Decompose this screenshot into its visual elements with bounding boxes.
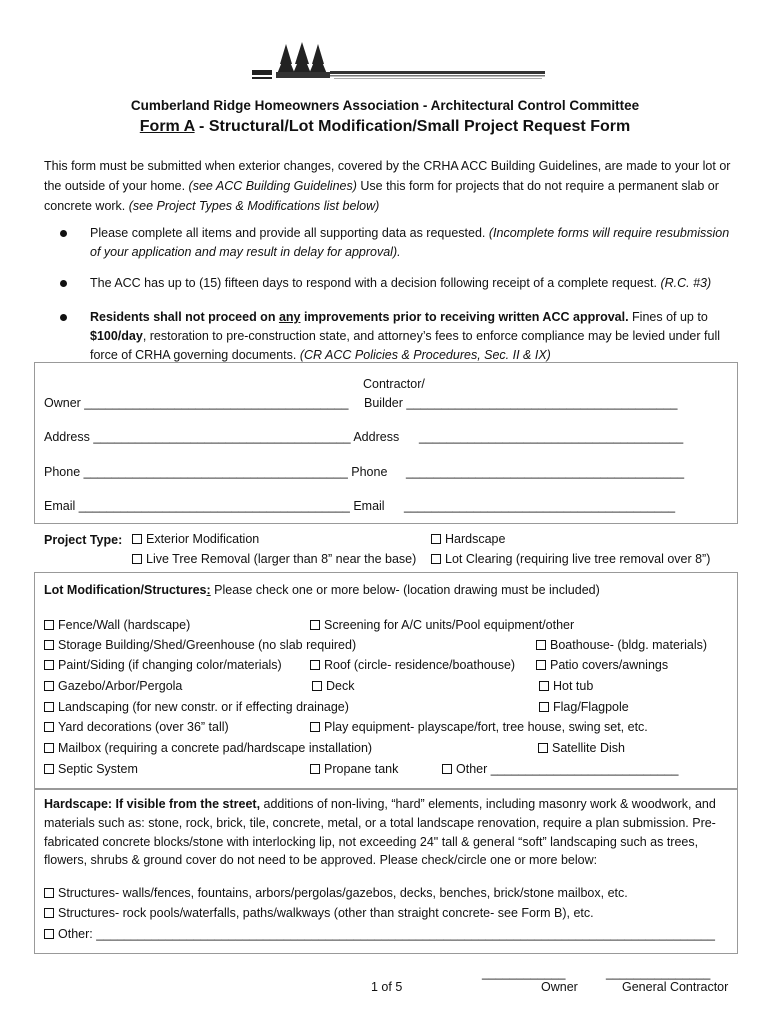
option-label: Yard decorations (over 36” tall) [58,720,229,734]
project-type-label: Project Type: [44,533,123,547]
bullet-3-text-1: Fines of up to [628,310,708,324]
option-septic[interactable] [44,762,138,776]
option-fence[interactable] [44,618,190,632]
option-label: Live Tree Removal (larger than 8” near the base) [146,552,417,566]
option-label: Paint/Siding (if changing color/materials) [58,658,282,672]
intro-paragraph [44,156,744,216]
project-type-lot-clearing[interactable] [431,552,710,566]
contractor-label: Contractor/ [363,377,425,391]
option-satellite[interactable] [538,741,625,755]
bullet-response-time [60,274,730,293]
checkbox[interactable] [312,681,322,691]
option-label: Play equipment- playscape/fort, tree house, swing set, etc. [324,720,648,734]
option-hottub[interactable] [539,679,593,693]
bullet-1-text: Please complete all items and provide all supporting data as requested. [90,226,489,240]
option-patio[interactable] [536,658,668,672]
option-label: Flag/Flagpole [553,700,629,714]
hardscape-option-structures-walls[interactable] [44,886,628,900]
contractor-phone-field[interactable]: ________________________________________ [406,465,685,479]
bullet-3-bold-2: improvements prior to receiving written ACC approval. [300,310,629,324]
hardscape-line-1 [44,797,716,811]
bullet-2-text: The ACC has up to (15) fifteen days to respond with a decision following receipt of a complete request. [90,276,661,290]
builder-field[interactable]: Builder _______________________________________ [364,396,678,410]
hardscape-option-structures-pools[interactable] [44,906,594,920]
checkbox[interactable] [44,722,54,732]
association-title: Cumberland Ridge Homeowners Association - Architectural Control Committee [130,98,640,113]
contractor-initial-line[interactable]: _______________ [606,966,711,980]
checkbox[interactable] [442,764,452,774]
bullet-3-fine: $100/day [90,329,143,343]
hardscape-line-2: materials such as: stone, rock, brick, tile, concrete, metal, or a total landscape renovation, require a plan submission. Pre- [44,816,716,830]
option-label: Roof (circle- residence/boathouse) [324,658,516,672]
option-label: Fence/Wall (hardscape) [58,618,191,632]
option-paint[interactable] [44,658,282,672]
bullet-3-any: any [278,310,301,324]
page-number: 1 of 5 [371,980,403,994]
intro-ref-1: (see ACC Building Guidelines) [188,179,357,193]
option-label: Deck [326,679,355,693]
checkbox[interactable] [132,534,142,544]
option-label: Lot Clearing (requiring live tree removal over 8”) [445,552,711,566]
option-landscaping[interactable] [44,700,349,714]
bullet-3-bold-1: Residents shall not proceed on [90,310,279,324]
lot-modification-heading [44,583,600,597]
contractor-address-field[interactable]: ______________________________________ [419,430,684,444]
project-type-hardscape[interactable] [431,532,505,546]
hardscape-line-1-rest: additions of non-living, “hard” elements, including masonry work & woodwork, and [260,797,716,811]
bullet-dot [60,280,67,287]
project-type-live-tree[interactable] [132,552,416,566]
bullet-complete-items [60,224,730,262]
option-propane[interactable] [310,762,398,776]
option-deck[interactable] [312,679,354,693]
bullet-dot [60,230,67,237]
option-boathouse[interactable] [536,638,707,652]
intro-ref-2: (see Project Types & Modifications list below) [128,199,380,213]
option-label: Boathouse- (bldg. materials) [550,638,708,652]
option-storage[interactable] [44,638,356,652]
option-label: Hardscape [445,532,506,546]
owner-initial-label: Owner [541,980,578,994]
checkbox[interactable] [539,681,549,691]
contractor-email-field[interactable]: _______________________________________ [404,499,676,513]
option-label: Satellite Dish [552,741,625,755]
option-label: Propane tank [324,762,399,776]
option-label: Mailbox (requiring a concrete pad/hardscape installation) [58,741,373,755]
owner-field[interactable]: Owner ______________________________________ [44,396,349,410]
option-mailbox[interactable] [44,741,372,755]
hoa-logo [250,42,550,90]
checkbox[interactable] [538,743,548,753]
bullet-1-italic: (Incomplete forms will require resubmission of your application and may result in delay for approval). [90,226,730,259]
form-title-text: - Structural/Lot Modification/Small Project Request Form [194,118,631,135]
owner-address-field[interactable]: Address _____________________________________ Address [44,430,400,444]
checkbox[interactable] [44,660,54,670]
bullet-3-text-2: , restoration to pre-construction state, and attorney’s fees to enforce compliance may be levied under full force of CRHA governing documents. [90,329,720,362]
checkbox[interactable] [539,702,549,712]
form-label: Form A [139,118,195,135]
checkbox[interactable] [132,554,142,564]
option-label: Landscaping (for new constr. or if effecting drainage) [58,700,349,714]
option-label: Other ___________________________ [456,762,679,776]
option-label: Exterior Modification [146,532,260,546]
option-roof[interactable] [310,658,515,672]
checkbox[interactable] [310,764,320,774]
hardscape-lead: Hardscape: If visible from the street, [44,797,261,811]
checkbox[interactable] [310,620,320,630]
option-label: Gazebo/Arbor/Pergola [58,679,183,693]
checkbox[interactable] [431,554,441,564]
option-label: Other: _________________________________________________________________________________________ [58,927,715,941]
checkbox[interactable] [431,534,441,544]
option-label: Screening for A/C units/Pool equipment/other [324,618,575,632]
option-other[interactable] [442,762,678,776]
option-label: Structures- rock pools/waterfalls, paths/walkways (other than straight concrete- see Form B), etc. [58,906,594,920]
option-play[interactable] [310,720,648,734]
checkbox[interactable] [44,702,54,712]
checkbox[interactable] [44,640,54,650]
bullet-2-italic: (R.C. #3) [660,276,712,290]
option-label: Hot tub [553,679,594,693]
option-gazebo[interactable] [44,679,182,693]
checkbox[interactable] [310,722,320,732]
bullet-no-proceed [60,308,730,365]
option-label: Patio covers/awnings [550,658,669,672]
option-label: Storage Building/Shed/Greenhouse (no slab required) [58,638,357,652]
intro-text-1: This form must be submitted when exterior changes, covered by the CRHA ACC Building Guidelines, are made to your lot or the outside of your home. [44,159,731,193]
checkbox[interactable] [536,640,546,650]
form-title [0,118,770,136]
checkbox[interactable] [44,888,54,898]
project-type-exterior[interactable] [132,532,259,546]
checkbox[interactable] [44,908,54,918]
hardscape-option-other[interactable] [44,927,715,941]
checkbox[interactable] [44,620,54,630]
option-yard[interactable] [44,720,229,734]
bullet-dot [60,314,67,321]
owner-phone-field[interactable]: Phone ______________________________________ Phone [44,465,388,479]
owner-email-field[interactable]: Email _______________________________________ Email [44,499,385,513]
intro-text-2: Use this form for projects that do not require a permanent slab or concrete work. [44,179,719,213]
hardscape-line-3: fabricated concrete blocks/stone with interlocking lip, not exceeding 24" tall & general “soft” landscaping such as trees, [44,835,699,849]
option-label: Structures- walls/fences, fountains, arbors/pergolas/gazebos, decks, benches, brick/stone mailbox, etc. [58,886,628,900]
hardscape-line-4: flowers, shrubs & ground cover do not need to be approved. Please check/circle one or more below: [44,853,598,867]
checkbox[interactable] [310,660,320,670]
checkbox[interactable] [44,929,54,939]
checkbox[interactable] [536,660,546,670]
lot-mod-heading-bold: Lot Modification/Structures [44,583,207,597]
lot-mod-heading-colon: : [206,583,211,597]
option-label: Septic System [58,762,138,776]
owner-initial-line[interactable]: ____________ [482,966,566,980]
checkbox[interactable] [44,743,54,753]
option-screening[interactable] [310,618,574,632]
lot-mod-heading-rest: Please check one or more below- (location drawing must be included) [210,583,600,597]
contractor-initial-label: General Contractor [622,980,729,994]
checkbox[interactable] [44,681,54,691]
checkbox[interactable] [44,764,54,774]
bullet-3-italic: (CR ACC Policies & Procedures, Sec. II & IX) [299,348,551,362]
option-flag[interactable] [539,700,629,714]
